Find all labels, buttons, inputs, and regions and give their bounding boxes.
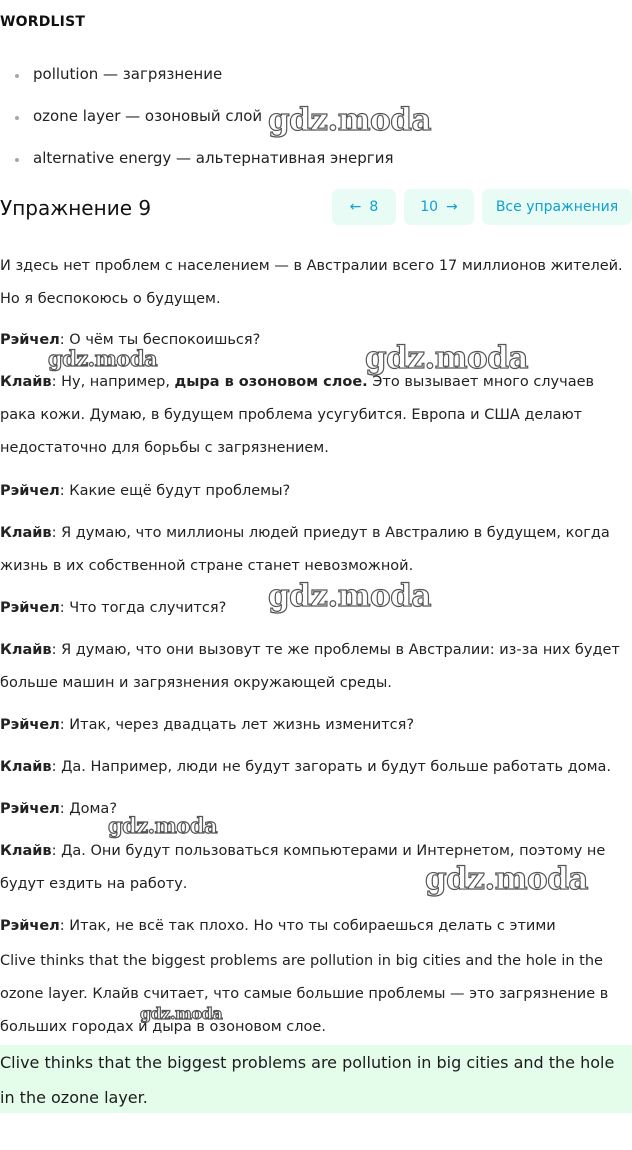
arrow-right-icon: → bbox=[446, 199, 458, 215]
dialogue-line: Клайв: Я думаю, что миллионы людей приедут в Австралию в будущем, когда жизнь в их собственной стране станет невозможной. bbox=[0, 525, 610, 574]
paragraph: И здесь нет проблем с населением — в Австралии всего 17 миллионов жителей. Но я беспокоюсь о будущем. bbox=[0, 258, 623, 307]
watermark: gdz.moda bbox=[140, 1004, 223, 1023]
arrow-left-icon: ← bbox=[349, 199, 362, 215]
dialogue-line: Клайв: Ну, например, дыра в озоновом слое. Это вызывает много случаев рака кожи. Думаю, в будущем проблема усугубится. Европа и США делают недостаточно для борьбы с загрязнением. bbox=[0, 374, 595, 456]
dialogue-line: Клайв: Да. Они будут пользоваться компьютерами и Интернетом, поэтому не будут ездить на работу. bbox=[0, 843, 606, 892]
watermark: gdz.moda bbox=[425, 861, 588, 897]
paragraph: Clive thinks that the biggest problems are pollution in big cities and the hole in the ozone layer. Клайв считает, что самые большие проблемы — это загрязнение в больших городах и дыра в озоновом слое. bbox=[0, 953, 609, 1035]
page-title: Упражнение 9 bbox=[0, 196, 152, 220]
dialogue-line: Рэйчел: Какие ещё будут проблемы? bbox=[0, 483, 291, 499]
dialogue-line: Рэйчел: Что тогда случится? bbox=[0, 600, 227, 616]
watermark: gdz.moda bbox=[48, 346, 158, 371]
dialogue-line: Клайв: Я думаю, что они вызовут те же проблемы в Австралии: из-за них будет больше машин и загрязнения окружающей среды. bbox=[0, 642, 620, 691]
next-exercise-button[interactable]: 10 → bbox=[404, 189, 474, 225]
list-item: ozone layer — озоновый слой bbox=[16, 107, 262, 125]
watermark: gdz.moda bbox=[268, 102, 431, 138]
scroll-fade bbox=[0, 236, 632, 246]
list-item: alternative energy — альтернативная энергия bbox=[16, 149, 393, 167]
dialogue-line: Рэйчел: О чём ты беспокоишься? bbox=[0, 332, 261, 348]
watermark: gdz.moda bbox=[108, 813, 218, 838]
prev-exercise-button[interactable]: ← 8 bbox=[332, 189, 396, 225]
list-item: pollution — загрязнение bbox=[16, 65, 222, 83]
dialogue-line: Клайв: Да. Например, люди не будут загорать и будут больше работать дома. bbox=[0, 759, 612, 775]
dialogue-line: Рэйчел: Дома? bbox=[0, 801, 118, 817]
watermark: gdz.moda bbox=[365, 340, 528, 376]
watermark: gdz.moda bbox=[268, 578, 431, 614]
wordlist-title: WORDLIST bbox=[0, 14, 86, 30]
all-exercises-button[interactable]: Все упражнения bbox=[482, 189, 632, 225]
dialogue-line: Рэйчел: Итак, через двадцать лет жизнь изменится? bbox=[0, 717, 415, 733]
dialogue-line: Рэйчел: Итак, не всё так плохо. Но что ты собираешься делать с этими bbox=[0, 918, 556, 934]
answer-box: Clive thinks that the biggest problems are pollution in big cities and the hole in the ozone layer. bbox=[0, 1045, 632, 1113]
